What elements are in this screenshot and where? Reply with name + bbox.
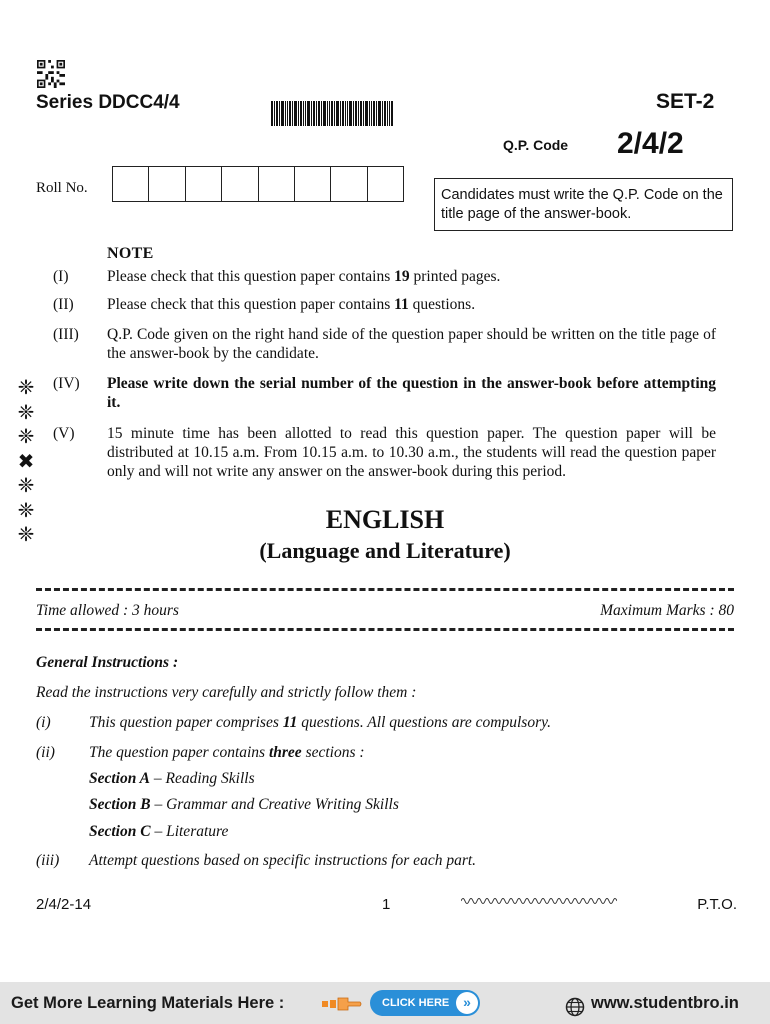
general-instructions-heading: General Instructions :	[36, 654, 179, 671]
globe-icon	[565, 997, 585, 1017]
asterisk-icon: ❈	[17, 524, 35, 546]
note-item-number: (III)	[53, 326, 79, 343]
note-item-text: Please check that this question paper contains 19 printed pages.	[107, 268, 501, 285]
roll-number-box[interactable]	[259, 167, 295, 201]
instructions-intro: Read the instructions very carefully and strictly follow them :	[36, 684, 417, 701]
roll-number-box[interactable]	[295, 167, 331, 201]
banner-text: Get More Learning Materials Here :	[11, 994, 285, 1012]
divider	[36, 628, 734, 631]
set-label: SET-2	[656, 90, 715, 113]
asterisk-icon: ❈	[17, 475, 35, 497]
instruction-number: (i)	[36, 714, 51, 731]
note-item-number: (V)	[53, 425, 75, 442]
note-item-number: (I)	[53, 268, 69, 285]
roll-number-boxes[interactable]	[112, 166, 404, 202]
section-item: Section A – Reading Skills	[89, 770, 255, 787]
subject-title: ENGLISH	[325, 505, 445, 534]
divider	[36, 588, 734, 591]
section-item: Section C – Literature	[89, 823, 229, 840]
roll-number-box[interactable]	[368, 167, 403, 201]
note-item-text: 15 minute time has been allotted to read this question paper. The question paper will be distributed at 10.15 a.m. From 10.15 a.m. to 10.30 a.m., the students will read the question paper only and will not write any answer on the answer-book during this period.	[107, 425, 716, 480]
asterisk-icon: ❈	[17, 426, 35, 448]
note-item-number: (II)	[53, 296, 74, 313]
click-here-button[interactable]	[370, 990, 480, 1016]
footer-code: 2/4/2-14	[36, 896, 92, 913]
double-chevron-right-icon: »	[456, 992, 478, 1014]
roll-number-label: Roll No.	[36, 180, 88, 196]
roll-number-box[interactable]	[331, 167, 367, 201]
series-label: Series DDCC4/4	[36, 92, 180, 113]
asterisk-icon: ❈	[17, 401, 35, 424]
qp-code-label: Q.P. Code	[503, 137, 569, 153]
qp-code-value: 2/4/2	[617, 127, 684, 160]
pointing-hand-icon	[322, 994, 362, 1014]
asterisk-icon: ❈	[17, 499, 35, 522]
section-item: Section B – Grammar and Creative Writing Skills	[89, 796, 399, 813]
instruction-text: Attempt questions based on specific instructions for each part.	[89, 852, 477, 869]
note-item-text: Please write down the serial number of the question in the answer-book before attempting it.	[107, 375, 716, 411]
note-item-text: Please check that this question paper contains 11 questions.	[107, 296, 476, 313]
note-item-number: (IV)	[53, 375, 80, 392]
cross-icon: ✖	[17, 450, 35, 473]
pto-label: P.T.O.	[697, 896, 737, 913]
instruction-number: (ii)	[36, 744, 55, 761]
roll-number-box[interactable]	[149, 167, 185, 201]
roll-number-box[interactable]	[222, 167, 258, 201]
qr-code-icon	[36, 60, 66, 88]
barcode-icon	[271, 101, 393, 126]
roll-number-box[interactable]	[113, 167, 149, 201]
maximum-marks: Maximum Marks : 80	[600, 602, 734, 619]
wave-line-icon	[461, 896, 617, 906]
instruction-text: This question paper comprises 11 questions. All questions are compulsory.	[89, 714, 551, 731]
subject-subtitle: (Language and Literature)	[259, 538, 511, 563]
instruction-number: (iii)	[36, 852, 60, 869]
candidates-note-text: Candidates must write the Q.P. Code on the title page of the answer-book.	[441, 187, 723, 222]
page-number: 1	[382, 896, 391, 913]
note-heading: NOTE	[107, 245, 154, 262]
click-here-label: CLICK HERE	[382, 997, 450, 1009]
roll-number-box[interactable]	[186, 167, 222, 201]
note-item-text: Q.P. Code given on the right hand side of the question paper should be written on the title page of the answer-book by the candidate.	[107, 326, 716, 362]
candidates-note-box	[434, 178, 733, 231]
asterisk-icon: ❈	[17, 377, 35, 399]
website-link[interactable]: www.studentbro.in	[591, 994, 739, 1012]
instruction-text: The question paper contains three sections :	[89, 744, 365, 761]
time-allowed: Time allowed : 3 hours	[36, 602, 179, 619]
